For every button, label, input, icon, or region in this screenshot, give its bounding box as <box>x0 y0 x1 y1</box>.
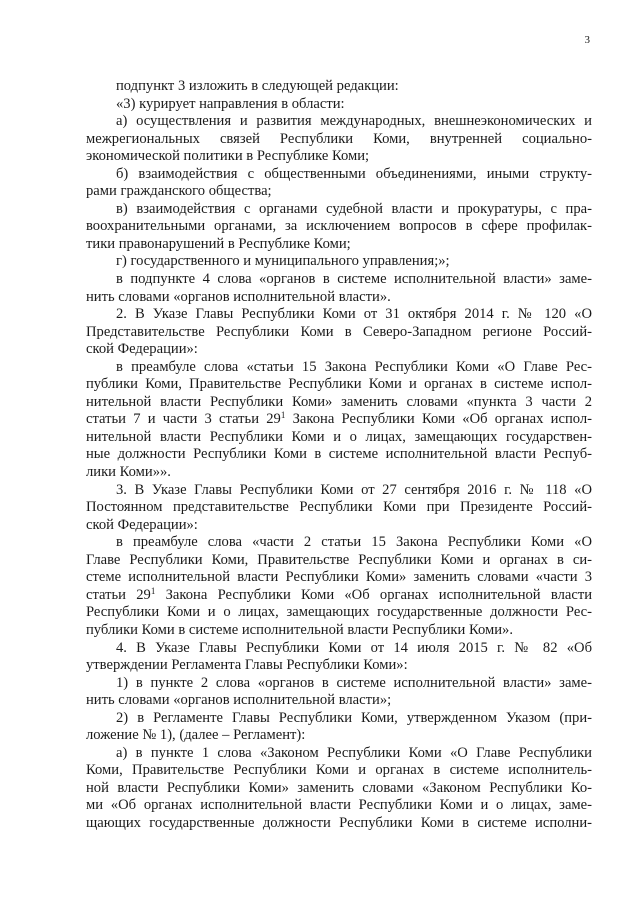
text-line: 2. В Указе Главы Республики Коми от 31 октября 2014 г. № 120 «О <box>116 306 592 323</box>
page-number: 3 <box>584 34 590 46</box>
document-body <box>86 78 592 833</box>
text-line: тики правонарушений в Республике Коми; <box>86 235 351 252</box>
text-line: в преамбуле слова «части 2 статьи 15 Закона Республики Коми «О <box>116 534 592 551</box>
text-line: Постоянном представительстве Республики Коми при Президенте Россий- <box>86 499 592 516</box>
text-line: подпункт 3 изложить в следующей редакции: <box>116 78 399 94</box>
text-line: в) взаимодействия с органами судебной власти и прокуратуры, с пра- <box>116 200 592 217</box>
text-line: ской Федерации»: <box>86 341 198 358</box>
text-line: экономической политики в Республике Коми; <box>86 148 370 165</box>
text-line: ской Федерации»: <box>86 516 198 533</box>
text-line: ми «Об органах исполнительной власти Республики Коми и о лицах, заме- <box>86 797 592 814</box>
text-line: Главе Республики Коми, Правительстве Республики Коми и органах в си- <box>86 551 592 568</box>
text-line: 3. В Указе Главы Республики Коми от 27 сентября 2016 г. № 118 «О <box>116 481 592 498</box>
text-line: стеме исполнительной власти Республики Коми» заменить словами «части 3 <box>86 569 592 586</box>
text-line: ной власти Республики Коми» заменить словами «Законом Республики Ко- <box>86 779 592 796</box>
text-line: 1) в пункте 2 слова «органов в системе исполнительной власти» заме- <box>116 674 592 691</box>
text-line: «3) курирует направления в области: <box>116 95 345 112</box>
text-fragment: Закона Республики Коми «Об органах испол- <box>285 411 592 428</box>
text-line: щающих государственные должности Республики Коми в системе исполни- <box>86 814 592 831</box>
text-line <box>86 587 592 605</box>
text-line: Коми, Правительстве Республики Коми и органах в системе исполнитель- <box>86 762 592 779</box>
text-line: нительной власти Республики Коми и о лицах, замещающих государствен- <box>86 428 592 445</box>
text-line: в подпункте 4 слова «органов в системе исполнительной власти» заме- <box>116 271 592 288</box>
text-line: рами гражданского общества; <box>86 183 272 200</box>
text-line: воохранительными органами, за исключением вопросов в сфере профилак- <box>86 218 592 235</box>
text-line: нить словами «органов исполнительной власти». <box>86 288 391 305</box>
text-line: Республики Коми и о лицах, замещающих государственные должности Рес- <box>86 604 592 621</box>
text-line: г) государственного и муниципального управления;»; <box>116 253 450 270</box>
text-line: ные должности Республики Коми в системе исполнительной власти Респуб- <box>86 446 592 463</box>
text-fragment: Закона Республики Коми «Об органах исполнительной власти <box>155 586 593 603</box>
text-line: лики Коми»». <box>86 464 171 481</box>
text-line: б) взаимодействия с общественными объединениями, иными структу- <box>116 165 592 182</box>
superscript: 1 <box>150 585 156 596</box>
text-line: межрегиональных связей Республики Коми, внутренней социально- <box>86 130 592 147</box>
text-line: ложение № 1), (далее – Регламент): <box>86 727 306 744</box>
text-line: 4. В Указе Главы Республики Коми от 14 июля 2015 г. № 82 «Об <box>116 639 592 656</box>
superscript: 1 <box>280 410 286 421</box>
text-line: а) осуществления и развития международных, внешнеэкономических и <box>116 113 592 130</box>
text-line: публики Коми в системе исполнительной власти Республики Коми». <box>86 621 513 638</box>
text-line: а) в пункте 1 слова «Законом Республики Коми «О Главе Республики <box>116 744 592 761</box>
text-line: 2) в Регламенте Главы Республики Коми, утвержденном Указом (при- <box>116 709 592 726</box>
text-line: нить словами «органов исполнительной власти»; <box>86 692 392 709</box>
text-fragment: статьи 7 и части 3 статьи 29 <box>86 411 281 428</box>
text-line: утверждении Регламента Главы Республики Коми»: <box>86 657 408 674</box>
text-line: нительной власти Республики Коми» заменить словами «пункта 3 части 2 <box>86 393 592 410</box>
text-line: в преамбуле слова «статьи 15 Закона Республики Коми «О Главе Рес- <box>116 358 592 375</box>
text-fragment: статьи 29 <box>86 586 151 603</box>
text-line: Представительстве Республики Коми в Северо-Западном регионе Россий- <box>86 323 592 340</box>
text-line: публики Коми, Правительстве Республики Коми и органах в системе испол- <box>86 376 592 393</box>
text-line <box>86 411 592 429</box>
